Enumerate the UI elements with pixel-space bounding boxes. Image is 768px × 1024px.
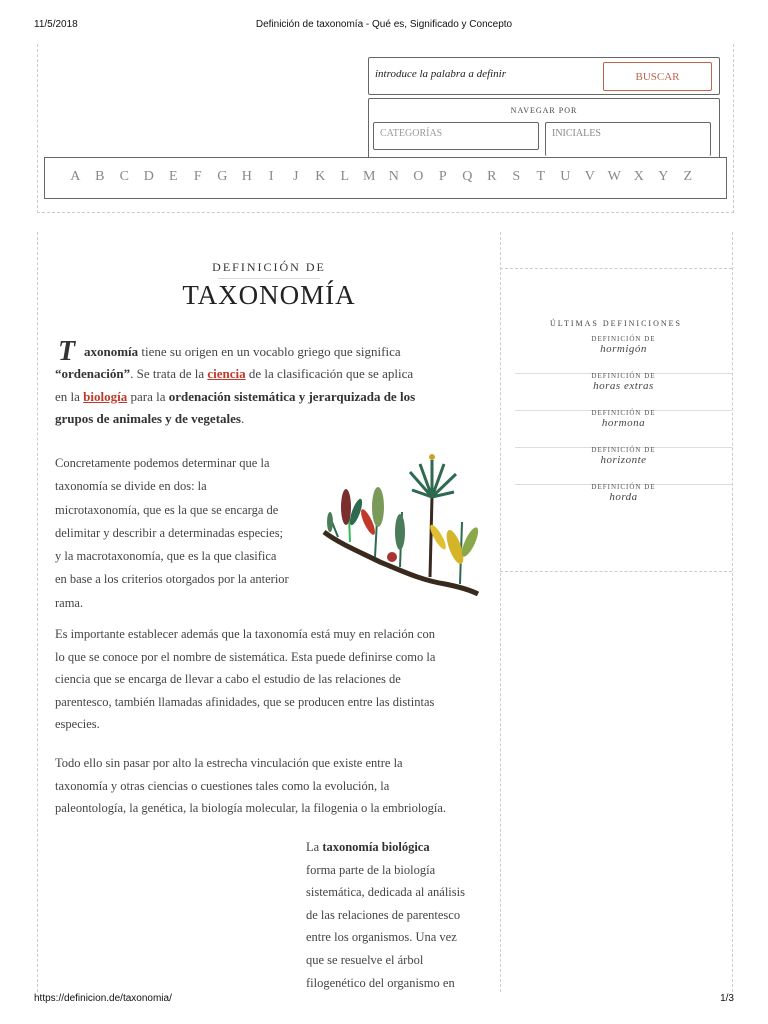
letters-panel bbox=[44, 157, 727, 199]
print-date: 11/5/2018 bbox=[34, 19, 78, 30]
letter-q[interactable]: Q bbox=[462, 169, 473, 184]
paragraph-3 bbox=[55, 623, 495, 736]
paragraph-2 bbox=[55, 452, 325, 615]
paragraph-4 bbox=[55, 752, 495, 820]
term: grupos de animales y de vegetales bbox=[55, 411, 241, 426]
letter-v[interactable]: V bbox=[584, 169, 595, 184]
text: tiene su origen en un vocablo griego que significa bbox=[138, 344, 401, 359]
link-ciencia[interactable]: ciencia bbox=[207, 366, 246, 381]
text-line: entre los organismos. Una vez bbox=[306, 930, 457, 945]
link-biologia[interactable]: biología bbox=[83, 388, 128, 404]
sidebar-title: ÚLTIMAS DEFINICIONES bbox=[550, 319, 682, 328]
search-button[interactable]: BUSCAR bbox=[603, 62, 712, 91]
text: de la clasificación que se aplica bbox=[245, 366, 414, 381]
print-url: https://definicion.de/taxonomia/ bbox=[34, 993, 172, 1004]
definition-word[interactable]: hormigón bbox=[600, 343, 647, 355]
text-line: y la macrotaxonomía, que es la que clasifica bbox=[55, 549, 277, 564]
letter-p[interactable]: P bbox=[438, 169, 447, 184]
alphabet-index bbox=[63, 169, 700, 185]
text bbox=[306, 863, 465, 990]
letter-a[interactable]: A bbox=[70, 169, 81, 184]
plant-illustration bbox=[320, 452, 488, 602]
definition-word[interactable]: hormona bbox=[601, 417, 646, 429]
search-form bbox=[368, 57, 720, 95]
letter-f[interactable]: F bbox=[193, 169, 202, 184]
browse-title: NAVEGAR POR bbox=[510, 106, 578, 115]
text-line: delimitar y describir a determinadas especies; bbox=[55, 525, 284, 540]
letter-j[interactable]: J bbox=[293, 169, 299, 184]
definition-label: DEFINICIÓN DE bbox=[591, 446, 656, 454]
search-input[interactable]: introduce la palabra a definir bbox=[375, 68, 506, 80]
drop-cap: T bbox=[58, 336, 76, 367]
tab-categories[interactable]: CATEGORÍAS bbox=[373, 122, 539, 150]
definition-item[interactable] bbox=[515, 446, 732, 485]
term: taxonomía biológica bbox=[322, 840, 430, 854]
print-page-number: 1/3 bbox=[720, 993, 734, 1004]
tab-initials[interactable]: INICIALES bbox=[545, 122, 711, 156]
text-line: paleontología, la genética, la biología molecular, la filogenia o la embriología. bbox=[55, 801, 447, 816]
text: . Se trata de la bbox=[130, 366, 208, 381]
definition-word[interactable]: horas extras bbox=[593, 380, 654, 392]
letter-m[interactable]: M bbox=[363, 169, 376, 184]
letter-t[interactable]: T bbox=[536, 169, 546, 184]
text-line: que se resuelve el árbol bbox=[306, 952, 424, 967]
definition-label: DEFINICIÓN DE bbox=[591, 335, 656, 343]
article-kicker: DEFINICIÓN DE bbox=[212, 260, 326, 274]
letter-h[interactable]: H bbox=[241, 169, 252, 184]
letter-b[interactable]: B bbox=[95, 169, 105, 184]
letter-y[interactable]: Y bbox=[658, 169, 669, 184]
paragraph-5 bbox=[306, 836, 496, 994]
text: en la bbox=[55, 388, 84, 404]
text: . bbox=[240, 411, 245, 426]
text-line: parentesco, también llamadas afinidades, que se producen entre las distintas bbox=[55, 694, 435, 709]
text-line: Todo ello sin pasar por alto la estrecha vinculación que existe entre la bbox=[55, 756, 403, 770]
intro-paragraph-cont bbox=[55, 363, 495, 431]
definition-label: DEFINICIÓN DE bbox=[591, 483, 656, 491]
text-line: taxonomía se divide en dos: la bbox=[55, 479, 207, 494]
definition-label: DEFINICIÓN DE bbox=[591, 372, 656, 380]
letter-l[interactable]: L bbox=[340, 169, 350, 184]
letter-c[interactable]: C bbox=[119, 169, 129, 184]
letter-s[interactable]: S bbox=[512, 169, 521, 184]
text-line: de las relaciones de parentesco bbox=[306, 907, 461, 922]
definition-item[interactable] bbox=[515, 409, 732, 448]
text-line: Es importante establecer además que la taxonomía está muy en relación con bbox=[55, 627, 436, 641]
text-line: forma parte de la biología bbox=[306, 862, 436, 877]
letter-i[interactable]: I bbox=[268, 169, 274, 184]
letter-n[interactable]: N bbox=[388, 169, 399, 184]
letter-o[interactable]: O bbox=[413, 169, 424, 184]
definition-item[interactable] bbox=[515, 372, 732, 411]
term: axonomía bbox=[84, 344, 139, 359]
text-line: Concretamente podemos determinar que la bbox=[55, 456, 270, 470]
letter-u[interactable]: U bbox=[560, 169, 571, 184]
page-title: TAXONOMÍA bbox=[182, 280, 356, 310]
definition-word[interactable]: horda bbox=[609, 491, 638, 503]
letter-d[interactable]: D bbox=[143, 169, 154, 184]
text-line: sistemática, dedicada al análisis bbox=[306, 885, 465, 900]
text: La bbox=[306, 840, 323, 854]
text-line: taxonomía y otras ciencias o cuestiones tales como la evolución, la bbox=[55, 778, 390, 793]
text-line: especies. bbox=[55, 717, 100, 732]
definition-item[interactable] bbox=[515, 483, 732, 521]
text-line: microtaxonomía, que es la que se encarga de bbox=[55, 502, 279, 517]
text-line: rama. bbox=[55, 595, 84, 610]
definition-item[interactable] bbox=[515, 335, 732, 374]
letter-g[interactable]: G bbox=[217, 169, 228, 184]
letter-e[interactable]: E bbox=[168, 169, 178, 184]
latest-definitions-panel bbox=[500, 268, 732, 572]
letter-r[interactable]: R bbox=[487, 169, 497, 184]
sidebar bbox=[500, 232, 733, 992]
text-line: filogenético del organismo en bbox=[306, 975, 455, 990]
text: para la bbox=[127, 388, 169, 404]
browse-panel bbox=[368, 98, 720, 157]
main-content bbox=[37, 232, 501, 992]
print-title: Definición de taxonomía - Qué es, Significado y Concepto bbox=[255, 19, 513, 30]
letter-k[interactable]: K bbox=[315, 169, 326, 184]
definition-label: DEFINICIÓN DE bbox=[591, 409, 656, 417]
term: ordenación sistemática y jerarquizada de los bbox=[168, 388, 416, 404]
text-line: ciencia que se encarga de llevar a cabo el estudio de las relaciones de bbox=[55, 672, 401, 687]
letter-w[interactable]: W bbox=[607, 169, 621, 184]
definition-word[interactable]: horizonte bbox=[600, 454, 647, 466]
term: “ordenación” bbox=[55, 366, 131, 381]
text-line: en base a los criterios otorgados por la anterior bbox=[55, 572, 289, 587]
intro-paragraph bbox=[84, 341, 494, 364]
letter-z[interactable]: Z bbox=[683, 169, 693, 184]
letter-x[interactable]: X bbox=[633, 169, 644, 184]
text-line: lo que se conoce por el nombre de sistemática. Esta puede definirse como la bbox=[55, 649, 436, 664]
divider bbox=[218, 278, 320, 279]
